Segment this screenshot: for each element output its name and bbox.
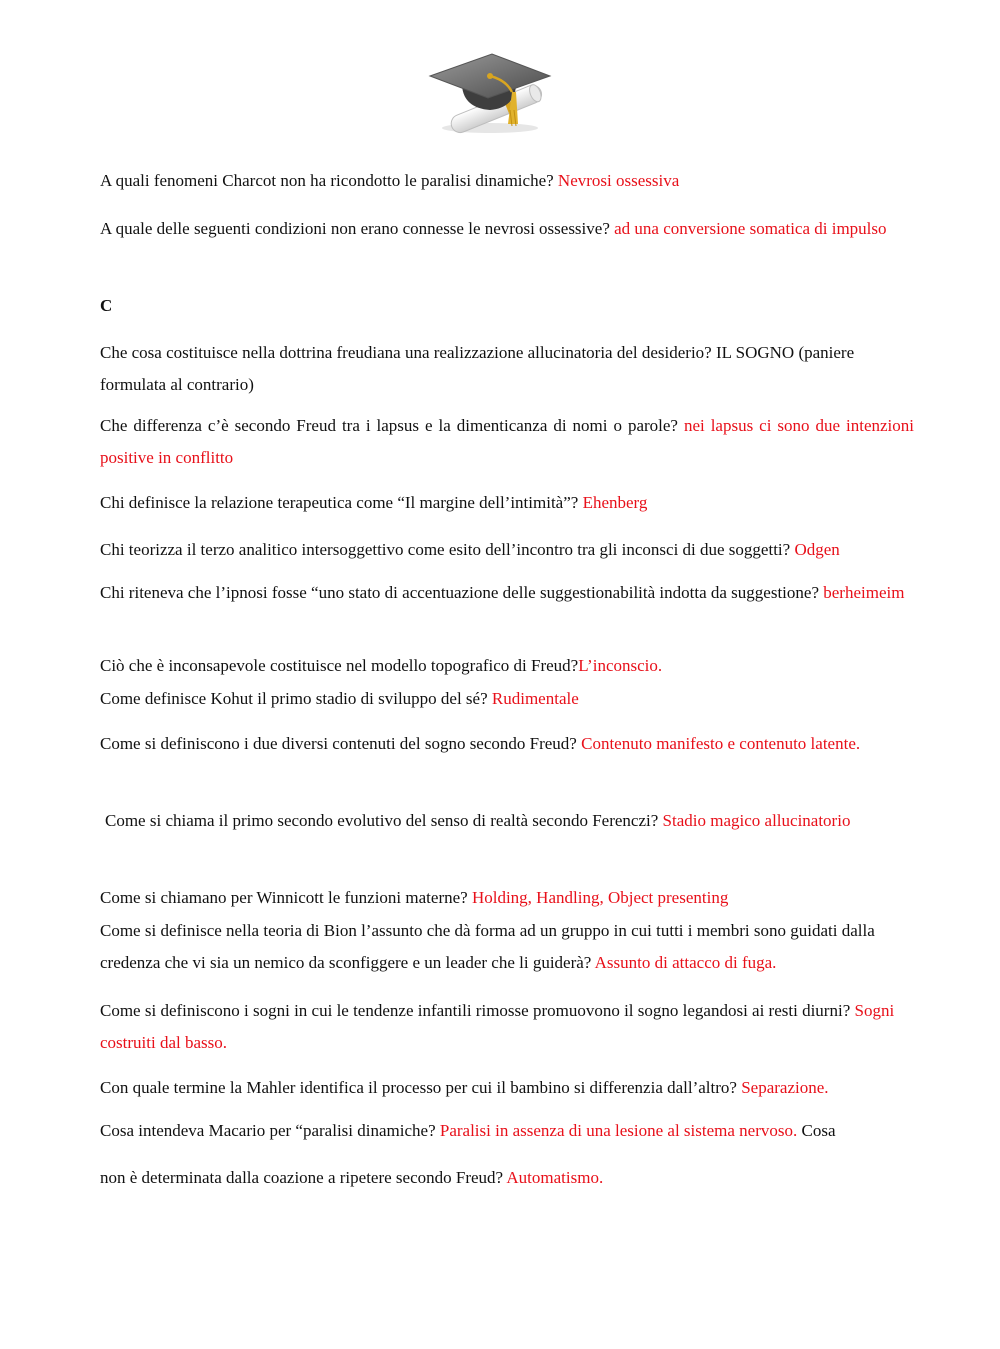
answer-text: Separazione. (741, 1078, 829, 1097)
question-text-continued: Cosa (797, 1121, 836, 1140)
question-text: Chi definisce la relazione terapeutica come “Il margine dell’intimità”? (100, 493, 583, 512)
question-text: Come definisce Kohut il primo stadio di sviluppo del sé? (100, 689, 492, 708)
answer-text: Nevrosi ossessiva (557, 171, 680, 190)
question-text: Che differenza c’è secondo Freud tra i lapsus e la dimenticanza di nomi o parole? (100, 416, 684, 435)
answer-text: Odgen (794, 540, 840, 559)
qa-item (100, 915, 914, 979)
qa-item (105, 805, 905, 837)
qa-item (100, 487, 914, 519)
question-text: Come si definiscono i sogni in cui le tendenze infantili rimosse promuovono il sogno legandosi ai resti diurni? (100, 1001, 855, 1020)
answer-text: Automatismo. (506, 1168, 604, 1187)
answer-text: L’inconscio. (578, 656, 663, 675)
answer-text: berheimeim (823, 583, 905, 602)
answer-text: Paralisi in assenza di una lesione al sistema nervoso. (439, 1121, 798, 1140)
qa-item (100, 534, 914, 566)
qa-item (100, 213, 914, 245)
question-text: Chi teorizza il terzo analitico intersoggettivo come esito dell’incontro tra gli inconsci di due soggetti? (100, 540, 795, 559)
qa-item (100, 577, 914, 609)
qa-item (100, 1072, 914, 1104)
qa-item (100, 728, 914, 760)
question-text: A quali fenomeni Charcot non ha ricondotto le paralisi dinamiche? (100, 171, 558, 190)
answer-text: Contenuto manifesto e contenuto latente. (581, 734, 861, 753)
section-heading: C (100, 296, 113, 315)
question-text: Con quale termine la Mahler identifica il processo per cui il bambino si differenzia dall’altro? (100, 1078, 742, 1097)
answer-text: ad una conversione somatica di impulso (614, 219, 887, 238)
question-text: Ciò che è inconsapevole costituisce nel modello topografico di Freud? (100, 656, 579, 675)
question-text: Come si chiamano per Winnicott le funzioni materne? (100, 888, 472, 907)
qa-item (100, 1162, 914, 1194)
question-text: Come si definisce nella teoria di Bion l’assunto che dà forma ad un gruppo in cui tutti i membri sono guidati dalla credenza che vi sia un nemico da sconfiggere e un leader che li guiderà? (100, 921, 875, 972)
question-text: Chi riteneva che l’ipnosi fosse “uno stato di accentuazione delle suggestionabilità indotta da suggestione? (100, 583, 824, 602)
question-text: A quale delle seguenti condizioni non erano connesse le nevrosi ossessive? (100, 219, 615, 238)
question-text: Come si chiama il primo secondo evolutivo del senso di realtà secondo Ferenczi? (105, 811, 663, 830)
answer-text: Assunto di attacco di fuga. (594, 953, 777, 972)
qa-item (100, 165, 914, 197)
question-text: Che cosa costituisce nella dottrina freudiana una realizzazione allucinatoria del desiderio? IL SOGNO (paniere formulata al contrario) (100, 343, 855, 394)
qa-item (100, 683, 914, 715)
answer-text: Stadio magico allucinatorio (662, 811, 851, 830)
question-text: Cosa intendeva Macario per “paralisi dinamiche? (100, 1121, 440, 1140)
qa-item (100, 650, 914, 682)
question-text: non è determinata dalla coazione a ripetere secondo Freud? (100, 1168, 507, 1187)
answer-text: nei lapsus ci sono due intenzioni positive in conflitto (100, 416, 914, 467)
answer-text: Sogni costruiti dal basso. (100, 1001, 895, 1052)
answer-text: Rudimentale (491, 689, 579, 708)
answer-text: Holding, Handling, Object presenting (471, 888, 729, 907)
qa-item (100, 410, 914, 474)
qa-item (100, 337, 914, 401)
qa-item (100, 1115, 914, 1147)
qa-item (100, 882, 914, 914)
qa-item (100, 995, 914, 1059)
answer-text: Ehenberg (582, 493, 648, 512)
question-text: Come si definiscono i due diversi contenuti del sogno secondo Freud? (100, 734, 582, 753)
graduation-cap-diploma-icon (426, 50, 554, 134)
